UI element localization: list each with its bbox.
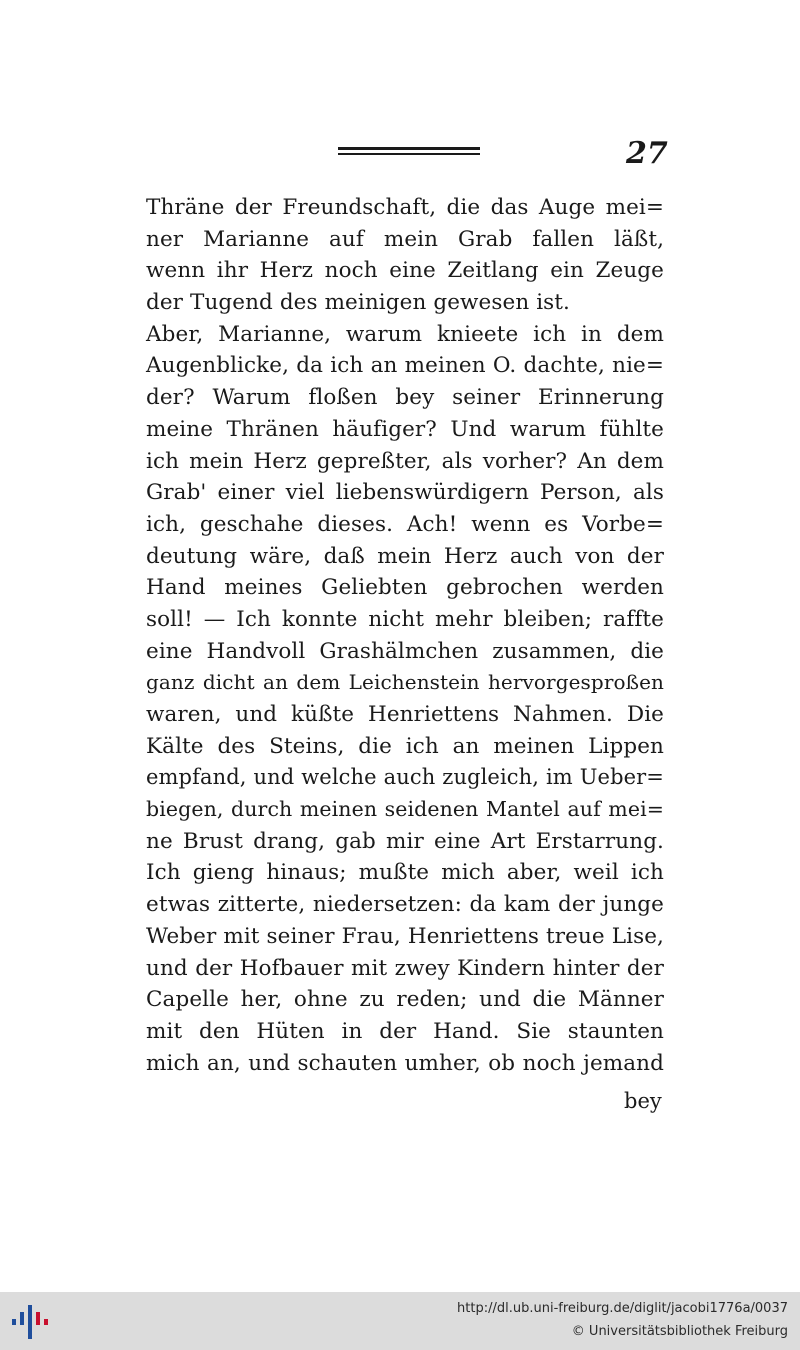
text-line: der? Warum floßen bey seiner Erinnerung (146, 385, 664, 411)
text-line: mich an, und schauten umher, ob noch jemand (146, 1050, 664, 1076)
text-line: deutung wäre, daß mein Herz auch von der (146, 543, 664, 569)
text-line: ner Marianne auf mein Grab fallen läßt, (146, 226, 664, 252)
text-line: Grab' einer viel liebenswürdigern Person, als (146, 480, 664, 506)
text-line: ganz dicht an dem Leichenstein hervorgesproßen (146, 670, 664, 695)
text-line: Hand meines Geliebten gebrochen werden (146, 575, 664, 601)
text-line: Capelle her, ohne zu reden; und die Männer (146, 987, 664, 1013)
text-line: der Tugend des meinigen gewesen ist. (146, 290, 570, 316)
text-line: ne Brust drang, gab mir eine Art Erstarrung. (146, 828, 664, 854)
text-line: waren, und küßte Henriettens Nahmen. Die (146, 702, 664, 727)
copyright-text: © Universitätsbibliothek Freiburg (571, 1324, 788, 1339)
text-line: mit den Hüten in der Hand. Sie staunten (146, 1018, 664, 1044)
library-logo-icon[interactable] (12, 1305, 48, 1339)
text-line: biegen, durch meinen seidenen Mantel auf mei= (146, 797, 664, 822)
text-line: Augenblicke, da ich an meinen O. dachte, nie= (146, 353, 664, 379)
text-line: Aber, Marianne, warum knieete ich in dem (146, 321, 664, 347)
text-line: meine Thränen häufiger? Und warum fühlte (146, 416, 664, 442)
catchword: bey (624, 1089, 662, 1113)
footer-bar (0, 1292, 800, 1350)
header-rule (338, 147, 480, 156)
text-line: Kälte des Steins, die ich an meinen Lippen (146, 733, 664, 759)
text-line: Weber mit seiner Frau, Henriettens treue Lise, (146, 923, 664, 949)
text-line: ich, geschahe dieses. Ach! wenn es Vorbe= (146, 511, 664, 537)
body-text (146, 192, 664, 1079)
text-line: und der Hofbauer mit zwey Kindern hinter der (146, 955, 664, 981)
text-line: Ich gieng hinaus; mußte mich aber, weil ich (146, 860, 664, 886)
text-line: Thräne der Freundschaft, die das Auge mei= (146, 195, 664, 220)
source-url-link[interactable]: http://dl.ub.uni-freiburg.de/diglit/jacobi1776a/0037 (457, 1301, 788, 1316)
text-line: etwas zitterte, niedersetzen: da kam der junge (146, 892, 664, 918)
page-number: 27 (626, 136, 668, 171)
text-line: ich mein Herz gepreßter, als vorher? An dem (146, 448, 664, 474)
text-line: wenn ihr Herz noch eine Zeitlang ein Zeuge (146, 258, 664, 284)
text-line: soll! — Ich konnte nicht mehr bleiben; raffte (146, 606, 664, 632)
text-line: empfand, und welche auch zugleich, im Ueber= (146, 765, 664, 790)
text-line: eine Handvoll Grashälmchen zusammen, die (146, 638, 664, 664)
